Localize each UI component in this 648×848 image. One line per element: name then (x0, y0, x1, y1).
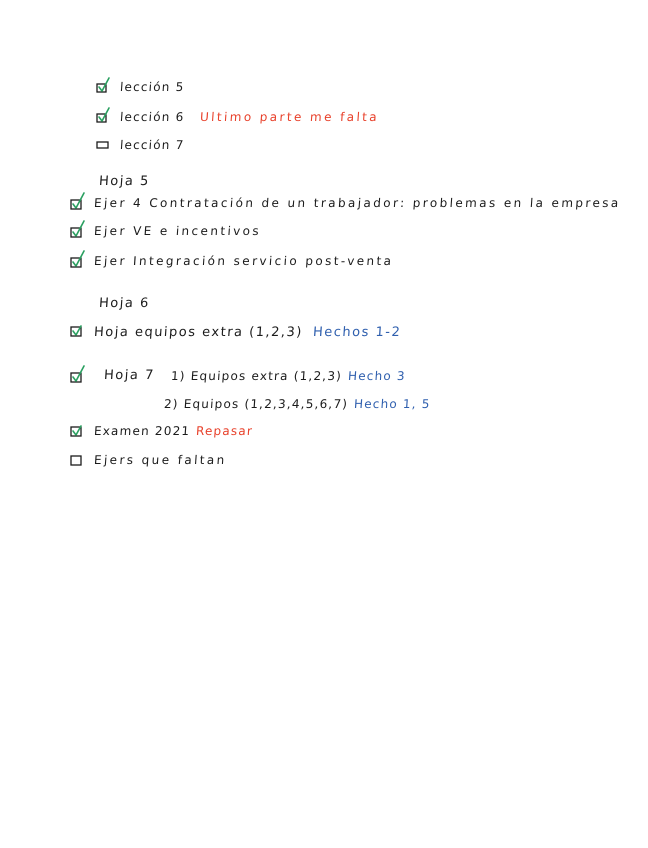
checkbox-empty-icon[interactable] (70, 453, 86, 467)
hoja7-line-2 (164, 397, 431, 411)
checklist-item-examen[interactable] (70, 424, 253, 438)
hoja7-line2-label: 2) Equipos (1,2,3,4,5,6,7) (163, 397, 349, 411)
hoja7-line1-note: Hecho 3 (347, 368, 407, 383)
examen-label: Examen 2021 (93, 424, 191, 438)
checkbox-checked-icon[interactable] (96, 80, 112, 94)
checklist-item-hoja7[interactable] (70, 368, 406, 383)
checklist-item-hoja6-task[interactable] (70, 325, 401, 340)
hoja7-line1-label: 1) Equipos extra (1,2,3) (170, 368, 343, 383)
checkbox-checked-icon[interactable] (70, 369, 86, 383)
checklist-item-leccion-7[interactable] (96, 138, 184, 152)
checkbox-checked-icon[interactable] (70, 224, 86, 238)
checkbox-empty-icon[interactable] (96, 138, 112, 152)
checklist-item-leccion-6[interactable] (96, 110, 380, 124)
examen-note: Repasar (195, 424, 254, 438)
checklist-item-hoja5-task-2[interactable] (70, 224, 261, 238)
hoja-6-heading: Hoja 6 (98, 296, 151, 311)
checkbox-checked-icon[interactable] (70, 326, 86, 340)
checkbox-checked-icon[interactable] (70, 196, 86, 210)
ejers-faltan-label: Ejers que faltan (93, 453, 228, 467)
section-heading-hoja-6 (99, 296, 150, 311)
checklist-item-hoja5-task-3[interactable] (70, 254, 393, 268)
leccion-7-label: lección 7 (119, 138, 185, 152)
section-heading-hoja-5 (99, 174, 150, 189)
leccion-6-label: lección 6 (119, 110, 185, 124)
checkbox-checked-icon[interactable] (70, 424, 86, 438)
checklist-item-ejers-faltan[interactable] (70, 453, 227, 467)
hoja7-line2-note: Hecho 1, 5 (353, 397, 432, 411)
leccion-5-label: lección 5 (119, 80, 185, 94)
leccion-6-note: Ultimo parte me falta (199, 110, 381, 124)
hoja5-task-3-label: Ejer Integración servicio post-venta (93, 254, 394, 268)
hoja7-title: Hoja 7 (103, 368, 156, 383)
checkbox-checked-icon[interactable] (96, 110, 112, 124)
checklist-item-hoja5-task-1[interactable] (70, 196, 621, 210)
checklist-item-leccion-5[interactable] (96, 80, 184, 94)
hoja6-task-label: Hoja equipos extra (1,2,3) (93, 325, 304, 340)
hoja6-task-note: Hechos 1-2 (312, 325, 402, 340)
hoja5-task-2-label: Ejer VE e incentivos (93, 224, 262, 238)
hoja-5-heading: Hoja 5 (98, 174, 151, 189)
checkbox-checked-icon[interactable] (70, 254, 86, 268)
hoja5-task-1-label: Ejer 4 Contratación de un trabajador: problemas en la empresa (93, 196, 622, 210)
